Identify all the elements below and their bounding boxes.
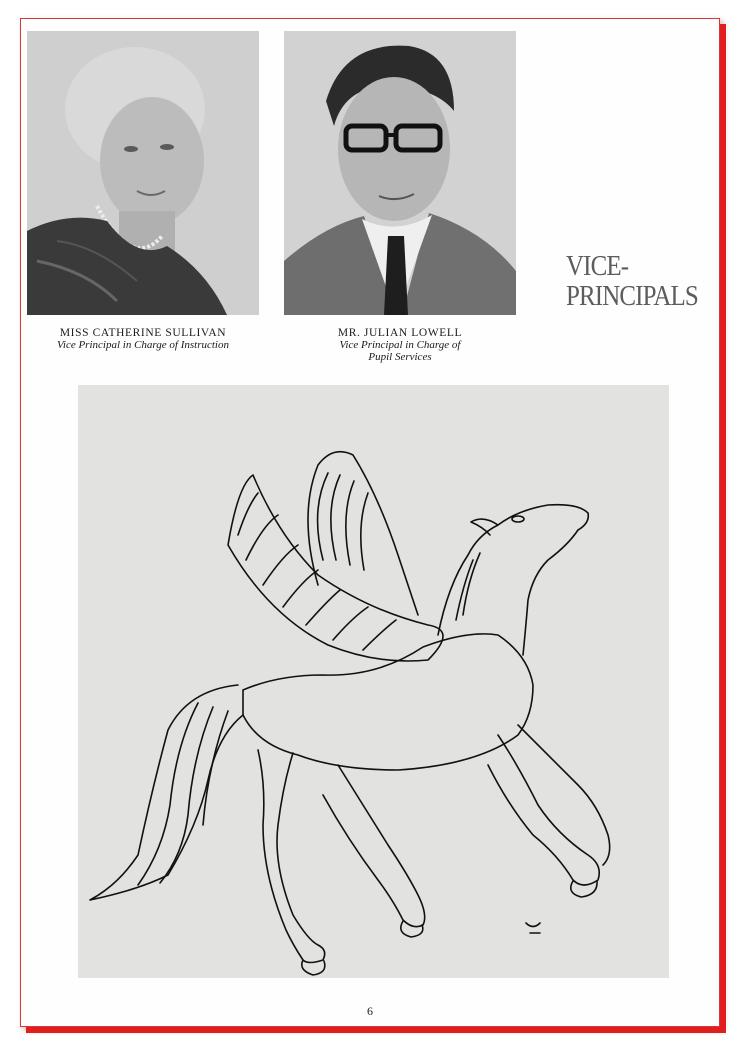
portrait-photo-lowell bbox=[284, 31, 516, 315]
portrait-photo-sullivan bbox=[27, 31, 259, 315]
pegasus-illustration bbox=[78, 385, 669, 978]
person-role-line-2: Pupil Services bbox=[368, 351, 432, 363]
section-title-line-1: VICE- bbox=[566, 250, 629, 282]
yearbook-page bbox=[20, 18, 720, 1027]
person-role: Vice Principal in Charge of Instruction bbox=[56, 339, 229, 351]
section-title-line-2: PRINCIPALS bbox=[566, 280, 698, 312]
person-name: MR. JULIAN LOWELL bbox=[337, 327, 463, 339]
pegasus-drawing bbox=[78, 385, 669, 978]
caption-lowell bbox=[304, 327, 496, 363]
person-role-line-1: Vice Principal in Charge of bbox=[339, 339, 461, 351]
section-title bbox=[566, 250, 698, 312]
person-name: MISS CATHERINE SULLIVAN bbox=[59, 327, 227, 339]
page-number: 6 bbox=[367, 1004, 373, 1018]
caption-sullivan bbox=[23, 327, 263, 351]
